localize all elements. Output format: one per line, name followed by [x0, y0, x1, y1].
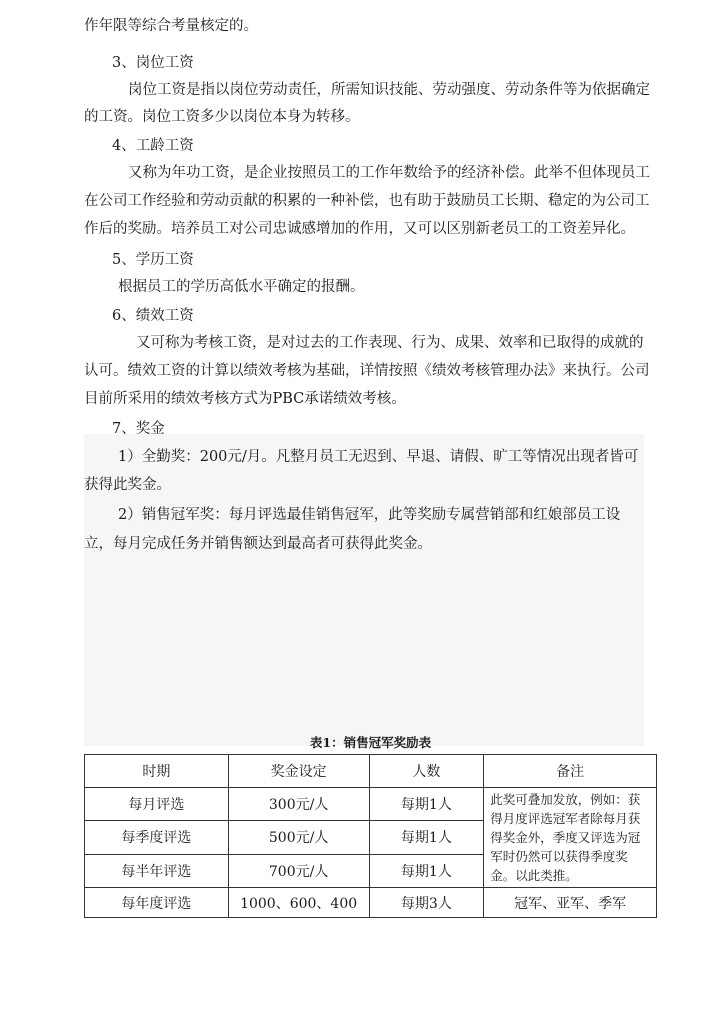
table-row [85, 788, 657, 821]
header-note: 备注 [484, 755, 657, 788]
paragraph-line: 作后的奖励。培养员工对公司忠诚感增加的作用，又可以区别新老员工的工资差异化。 [84, 221, 635, 237]
header-period: 时期 [85, 755, 229, 788]
cell-note: 冠军、亚军、季军 [484, 888, 657, 918]
cell-period: 每季度评选 [85, 821, 229, 854]
paragraph-line: 1）全勤奖：200元/月。凡整月员工无迟到、早退、请假、旷工等情况出现者皆可 [118, 449, 639, 465]
section-heading-4: 4、工龄工资 [112, 138, 194, 154]
award-table [84, 754, 657, 918]
paragraph-line: 又可称为考核工资，是对过去的工作表现、行为、成果、效率和已取得的成就的 [136, 335, 644, 351]
section-heading-6: 6、绩效工资 [112, 308, 194, 324]
table-caption: 表1：销售冠军奖励表 [309, 735, 432, 750]
paragraph-line: 的工资。岗位工资多少以岗位本身为转移。 [84, 109, 360, 125]
table-header-row [85, 755, 657, 788]
cell-period: 每半年评选 [85, 854, 229, 887]
cell-bonus: 300元/人 [228, 788, 369, 821]
section-heading-7: 7、奖金 [112, 421, 165, 437]
cell-bonus: 1000、600、400 [228, 888, 369, 918]
cell-count: 每期1人 [369, 854, 484, 887]
section-heading-3: 3、岗位工资 [112, 55, 194, 71]
paragraph-line: 立，每月完成任务并销售额达到最高者可获得此奖金。 [84, 536, 432, 552]
paragraph-line: 作年限等综合考量核定的。 [84, 18, 258, 34]
paragraph-line: 2）销售冠军奖：每月评选最佳销售冠军，此等奖励专属营销部和红娘部员工设 [118, 507, 621, 523]
paragraph-line: 目前所采用的绩效考核方式为PBC承诺绩效考核。 [84, 391, 406, 407]
paragraph-line: 岗位工资是指以岗位劳动责任，所需知识技能、劳动强度、劳动条件等为依据确定 [128, 82, 650, 98]
cell-count: 每期1人 [369, 788, 484, 821]
paragraph-line: 认可。绩效工资的计算以绩效考核为基础，详情按照《绩效考核管理办法》来执行。公司 [84, 363, 650, 379]
cell-count: 每期3人 [369, 888, 484, 918]
cell-merged-note: 此奖可叠加发放，例如：获得月度评选冠军者除每月获得奖金外，季度又评选为冠军时仍然可以获得季度奖金。以此类推。 [484, 788, 657, 888]
cell-bonus: 700元/人 [228, 854, 369, 887]
cell-count: 每期1人 [369, 821, 484, 854]
paragraph-line: 获得此奖金。 [84, 477, 171, 493]
header-count: 人数 [369, 755, 484, 788]
cell-bonus: 500元/人 [228, 821, 369, 854]
paragraph-line: 在公司工作经验和劳动贡献的积累的一种补偿，也有助于鼓励员工长期、稳定的为公司工 [84, 193, 650, 209]
header-bonus: 奖金设定 [228, 755, 369, 788]
cell-period: 每月评选 [85, 788, 229, 821]
table-row [85, 888, 657, 918]
paragraph-line: 又称为年功工资，是企业按照员工的工作年数给予的经济补偿。此举不但体现员工 [128, 165, 650, 181]
section-heading-5: 5、学历工资 [112, 252, 194, 268]
paragraph-line: 根据员工的学历高低水平确定的报酬。 [118, 279, 365, 295]
cell-period: 每年度评选 [85, 888, 229, 918]
